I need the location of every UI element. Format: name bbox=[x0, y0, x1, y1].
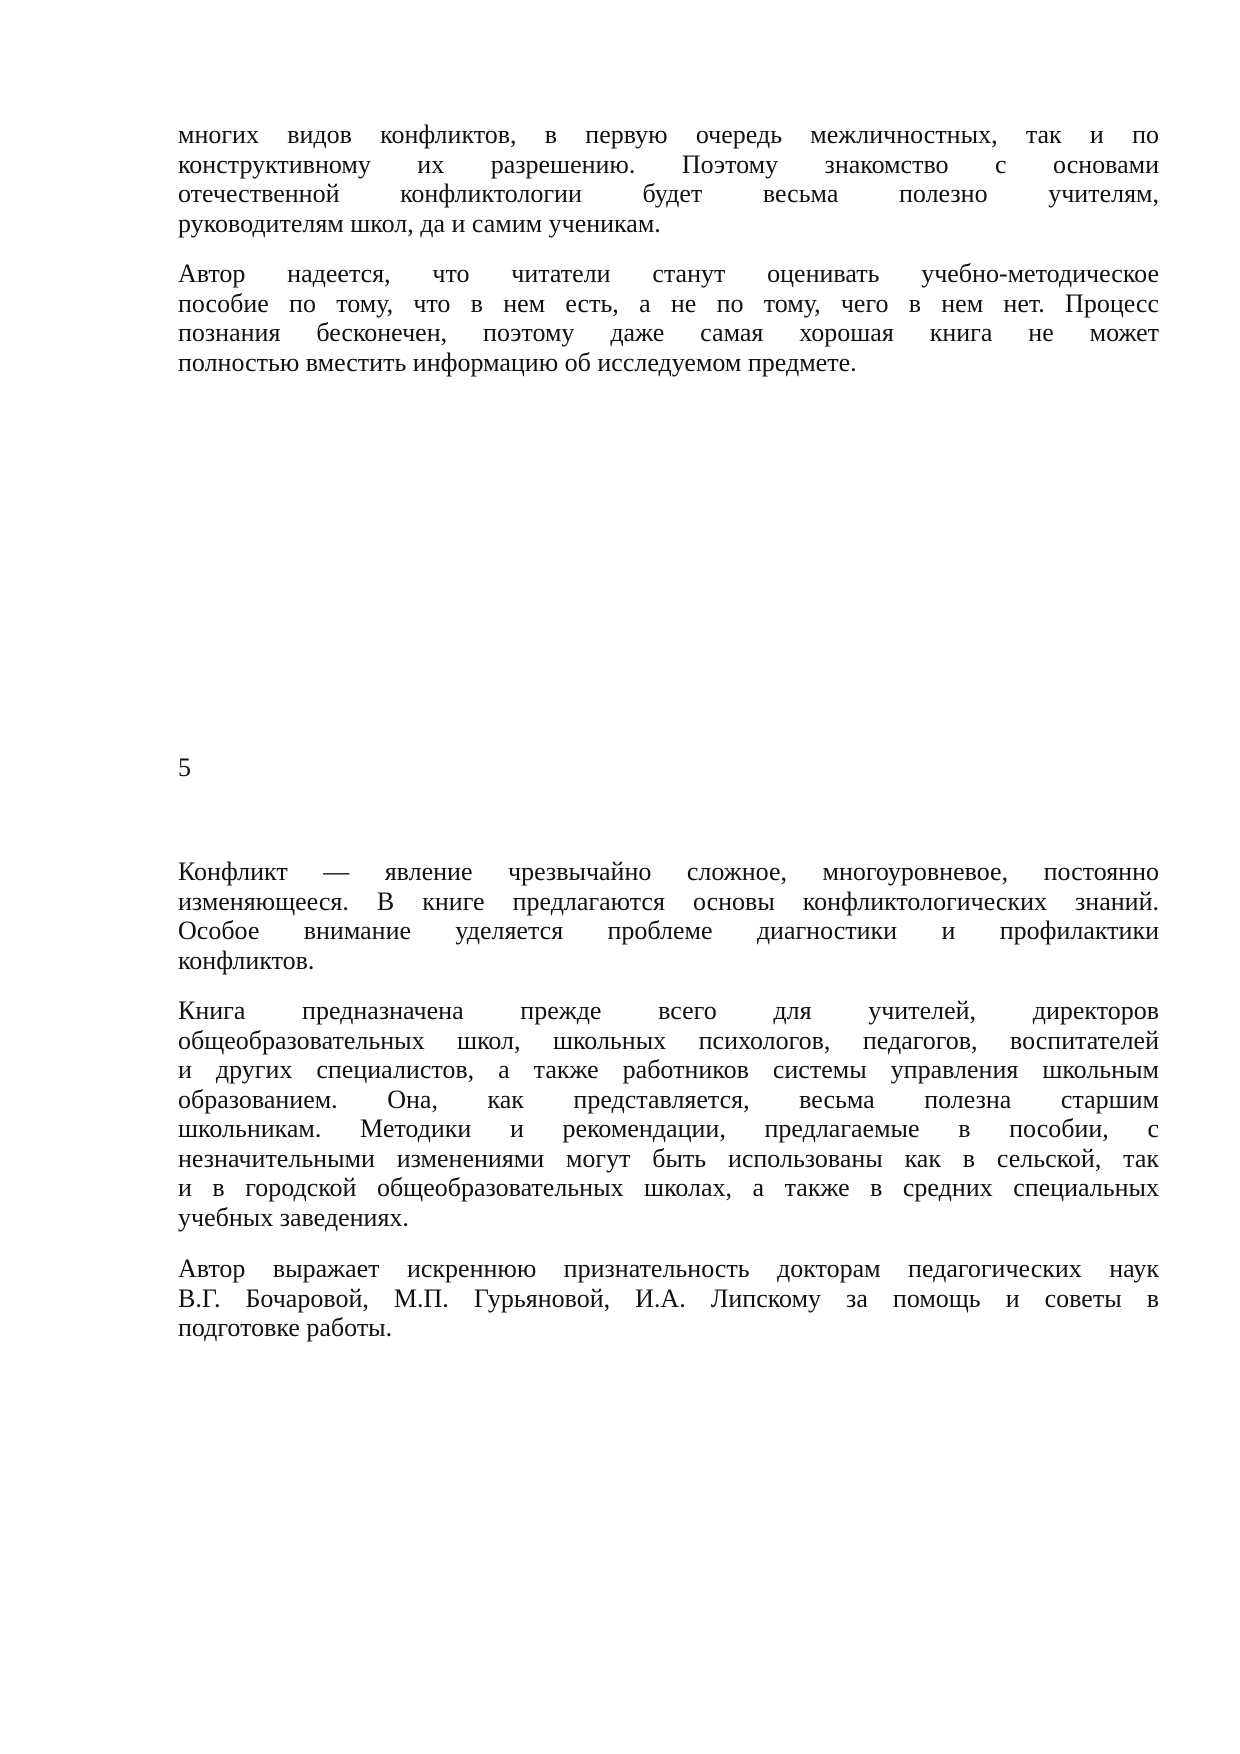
text-line: подготовке работы. bbox=[178, 1313, 393, 1342]
text-line: незначительными изменениями могут быть использованы как в сельской, так bbox=[178, 1143, 1159, 1173]
text-line: общеобразовательных школ, школьных психологов, педагогов, воспитателей bbox=[178, 1025, 1159, 1055]
text-line: Конфликт — явление чрезвычайно сложное, многоуровневое, постоянно bbox=[178, 857, 1159, 886]
text-line: школьникам. Методики и рекомендации, предлагаемые в пособии, с bbox=[178, 1114, 1159, 1143]
text-line: изменяющееся. В книге предлагаются основы конфликтологических знаний. bbox=[178, 886, 1159, 916]
text-line: руководителям школ, да и самим ученикам. bbox=[178, 208, 661, 238]
paragraph-acknowledgements bbox=[178, 1254, 1159, 1343]
text-line: и других специалистов, а также работников системы управления школьным bbox=[178, 1055, 1159, 1084]
text-line: Книга предназначена прежде всего для учителей, директоров bbox=[178, 996, 1159, 1025]
paragraph-intro-continuation bbox=[178, 120, 1159, 238]
text-line: отечественной конфликтологии будет весьма полезно учителям, bbox=[178, 179, 1159, 208]
text-line: конфликтов. bbox=[178, 945, 315, 975]
text-line: Автор выражает искреннюю признательность докторам педагогических наук bbox=[178, 1254, 1159, 1283]
text-line: В.Г. Бочаровой, М.П. Гурьяновой, И.А. Липскому за помощь и советы в bbox=[178, 1283, 1159, 1313]
text-line: Автор надеется, что читатели станут оценивать учебно-методическое bbox=[178, 259, 1159, 288]
text-line: пособие по тому, что в нем есть, а не по тому, чего в нем нет. Процесс bbox=[178, 288, 1159, 318]
paragraph-audience bbox=[178, 996, 1159, 1232]
text-line: учебных заведениях. bbox=[178, 1202, 409, 1232]
paragraph-author-hope bbox=[178, 259, 1159, 377]
text-line: полностью вместить информацию об исследуемом предмете. bbox=[178, 347, 857, 377]
text-line: Особое внимание уделяется проблеме диагностики и профилактики bbox=[178, 916, 1159, 945]
text-line: познания бесконечен, поэтому даже самая хорошая книга не может bbox=[178, 318, 1159, 347]
page-number: 5 bbox=[178, 753, 191, 782]
text-line: и в городской общеобразовательных школах, а также в средних специальных bbox=[178, 1173, 1159, 1202]
paragraph-conflict-definition bbox=[178, 857, 1159, 975]
text-line: конструктивному их разрешению. Поэтому знакомство с основами bbox=[178, 149, 1159, 179]
text-line: многих видов конфликтов, в первую очередь межличностных, так и по bbox=[178, 120, 1159, 149]
text-line: образованием. Она, как представляется, весьма полезна старшим bbox=[178, 1084, 1159, 1114]
